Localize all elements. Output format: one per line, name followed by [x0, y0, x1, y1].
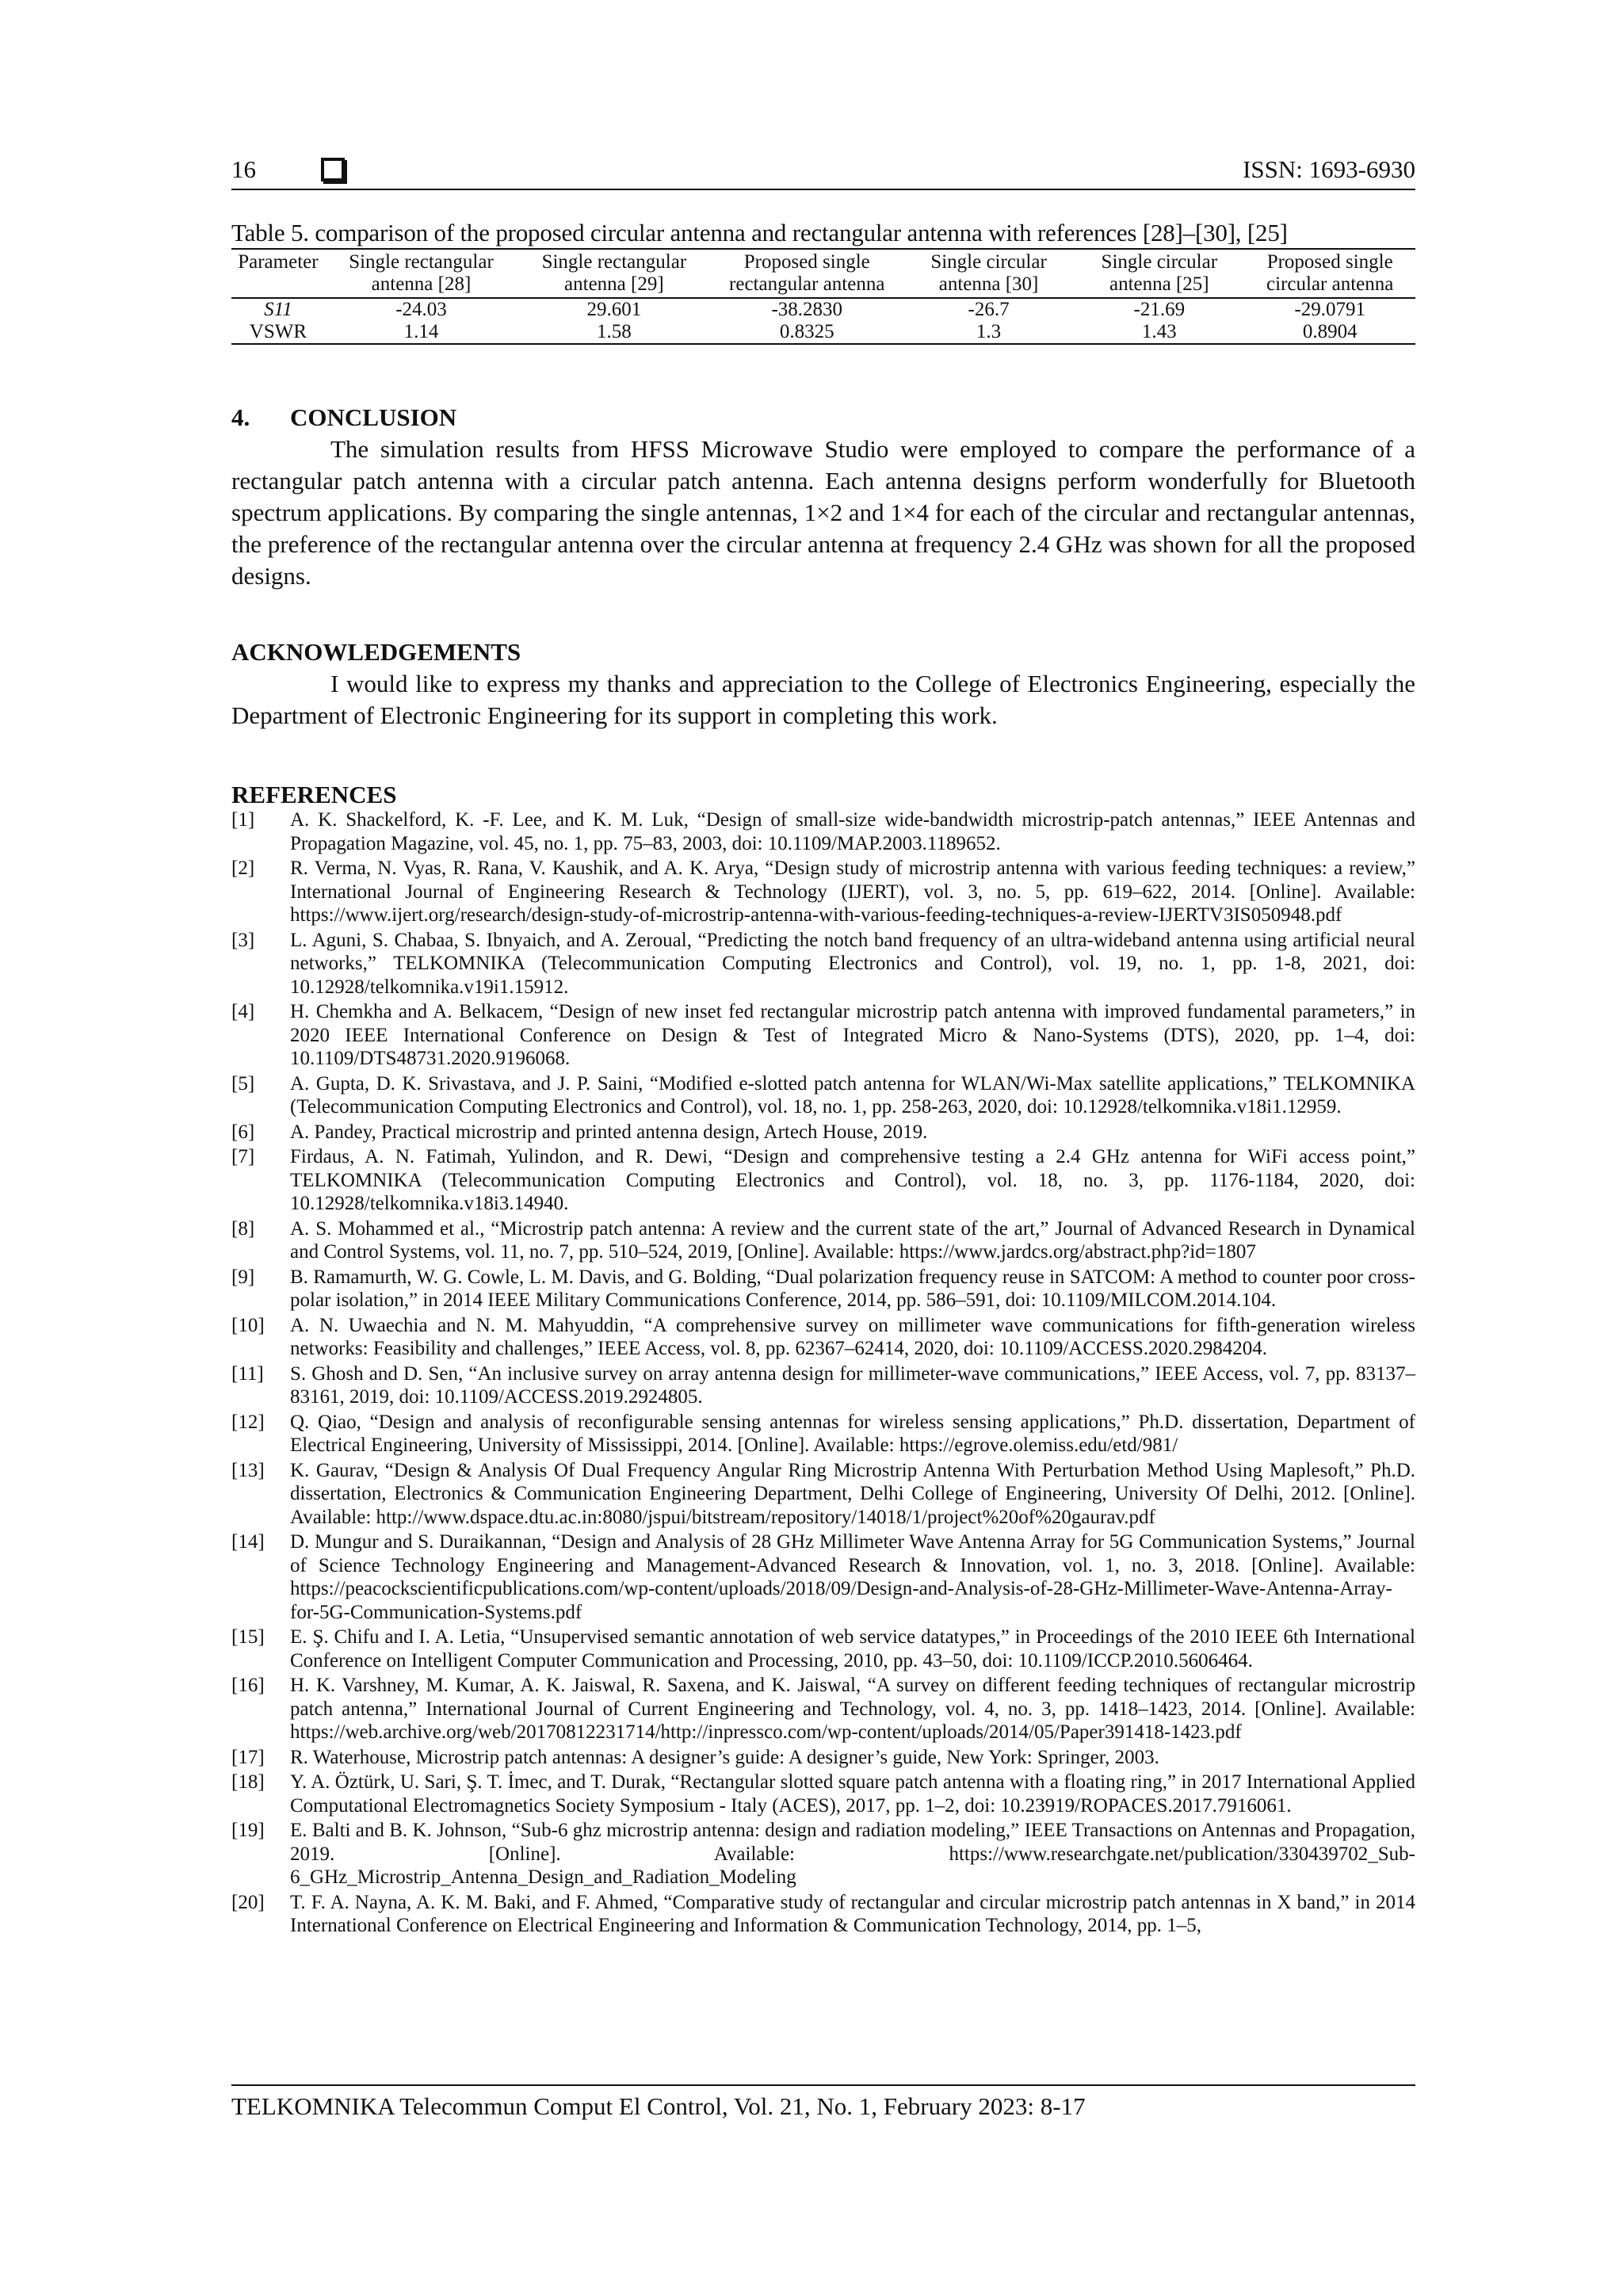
table-caption: Table 5. comparison of the proposed circular antenna and rectangular antenna with references [28]–[30], [25] — [231, 219, 1288, 246]
reference-number: [3] — [231, 929, 255, 951]
reference-item — [231, 1626, 1415, 1672]
footer-rule — [231, 2084, 1415, 2086]
reference-number: [8] — [231, 1217, 255, 1240]
page-header — [231, 155, 1415, 187]
table-cell: -38.2830 — [771, 299, 843, 320]
reference-text: H. Chemkha and A. Belkacem, “Design of new inset fed rectangular microstrip patch antenna with improved fundamental parameters,” in 2020 IEEE International Conference on Design & Test of Integrated Micro & Nano-Systems (DTS), 2020, pp. 1–4, doi: 10.1109/DTS48731.2020.9196068. — [290, 1001, 1415, 1069]
reference-item — [231, 1746, 1415, 1770]
acknowledgements-paragraph: I would like to express my thanks and appreciation to the College of Electronics Engineering, especially the Department of Electronic Engineering for its support in completing this work. — [231, 670, 1415, 729]
section-number: 4. — [231, 403, 250, 431]
reference-item — [231, 1530, 1415, 1624]
reference-text: E. Balti and B. K. Johnson, “Sub-6 ghz microstrip antenna: design and radiation modeling,” IEEE Transactions on Antennas and Propagation, 2019. [Online]. Available: https://www.researchgate.net/publication/330439702_Sub-6_GHz_Microstrip_Antenna_Design_and_Radiation_Modeling — [290, 1820, 1415, 1888]
table-col-header: Proposed single rectangular antenna — [729, 251, 885, 295]
reference-item — [231, 1459, 1415, 1530]
reference-text: D. Mungur and S. Duraikannan, “Design and Analysis of 28 GHz Millimeter Wave Antenna Array for 5G Communication Systems,” Journal of Science Technology Engineering and Management-Advanced Research & Innovation, vol. 1, no. 3, 2018. [Online]. Available: https://peacockscientificpublications.com/wp-content/uploads/2018/09/Design-and-Analysis-of-28-GHz-Millimeter-Wave-Antenna-Array-for-5G-Communication-Systems.pdf — [290, 1531, 1415, 1623]
table-cell: 1.3 — [976, 321, 1002, 342]
table-col-header: Parameter — [238, 251, 319, 273]
reference-text: A. N. Uwaechia and N. M. Mahyuddin, “A comprehensive survey on millimeter wave communications for fifth-generation wireless networks: Feasibility and challenges,” IEEE Access, vol. 8, pp. 62367–62414, 2020, doi: 10.1109/ACCESS.2020.2984204. — [290, 1314, 1415, 1359]
table-cell: VSWR — [249, 321, 307, 342]
reference-item — [231, 1314, 1415, 1361]
table-cell: 0.8325 — [779, 321, 834, 342]
table-col-header: Proposed single circular antenna — [1266, 251, 1394, 295]
table-cell: -29.0791 — [1294, 299, 1365, 320]
reference-number: [4] — [231, 1001, 255, 1022]
reference-number: [10] — [231, 1314, 265, 1336]
reference-text: L. Aguni, S. Chabaa, S. Ibnyaich, and A. Zeroual, “Predicting the notch band frequency of an ultra-wideband antenna using artificial neural networks,” TELKOMNIKA (Telecommunication Computing Electronics and Control), vol. 19, no. 1, pp. 1-8, 2021, doi: 10.12928/telkomnika.v19i1.15912. — [290, 929, 1415, 998]
checkbox-square-icon — [321, 158, 345, 181]
table-row — [231, 321, 1415, 344]
table-cell: 29.601 — [586, 299, 642, 320]
reference-item — [231, 1674, 1415, 1744]
table-col-header: Single circular antenna [30] — [930, 251, 1047, 295]
table-col-header: Single rectangular antenna [28] — [349, 251, 494, 295]
issn-label: ISSN: 1693-6930 — [1243, 155, 1415, 183]
reference-number: [17] — [231, 1746, 265, 1768]
reference-text: A. S. Mohammed et al., “Microstrip patch antenna: A review and the current state of the art,” Journal of Advanced Research in Dynamical and Control Systems, vol. 11, no. 7, pp. 510–524, 2019, [Online]. Available: https://www.jardcs.org/abstract.php?id=1807 — [290, 1217, 1415, 1263]
reference-number: [16] — [231, 1675, 265, 1696]
table-row — [231, 298, 1415, 321]
table-col-header: Single circular antenna [25] — [1101, 251, 1218, 295]
reference-number: [19] — [231, 1820, 265, 1841]
reference-item — [231, 1145, 1415, 1216]
table-col-header: Single rectangular antenna [29] — [541, 251, 687, 295]
reference-text: A. Gupta, D. K. Srivastava, and J. P. Saini, “Modified e-slotted patch antenna for WLAN/Wi-Max satellite applications,” TELKOMNIKA (Telecommunication Computing Electronics and Control), vol. 18, no. 1, pp. 258-263, 2020, doi: 10.12928/telkomnika.v18i1.12959. — [290, 1072, 1415, 1117]
reference-text: T. F. A. Nayna, A. K. M. Baki, and F. Ahmed, “Comparative study of rectangular and circular microstrip patch antennas in X band,” in 2014 International Conference on Electrical Engineering and Information & Communication Technology, 2014, pp. 1–5, — [290, 1891, 1415, 1936]
reference-number: [18] — [231, 1771, 265, 1793]
reference-number: [9] — [231, 1266, 255, 1288]
reference-number: [5] — [231, 1072, 255, 1095]
table-cell: -21.69 — [1133, 299, 1186, 320]
reference-item — [231, 1072, 1415, 1119]
reference-number: [14] — [231, 1531, 265, 1553]
reference-text: A. K. Shackelford, K. -F. Lee, and K. M. Luk, “Design of small-size wide-bandwidth microstrip-patch antennas,” IEEE Antennas and Propagation Magazine, vol. 45, no. 1, pp. 75–83, 2003, doi: 10.1109/MAP.2003.1189652. — [290, 809, 1415, 854]
table-cell: -24.03 — [395, 299, 447, 320]
references-title: REFERENCES — [231, 781, 397, 808]
reference-text: R. Waterhouse, Microstrip patch antennas: A designer’s guide: A designer’s guide, New York: Springer, 2003. — [290, 1746, 1159, 1768]
reference-number: [7] — [231, 1146, 255, 1167]
table-cell: -26.7 — [968, 299, 1010, 320]
reference-item — [231, 808, 1415, 855]
page-number: 16 — [231, 155, 256, 183]
table-cell: 1.14 — [403, 321, 439, 342]
table-header-row — [231, 249, 1415, 298]
reference-text: K. Gaurav, “Design & Analysis Of Dual Frequency Angular Ring Microstrip Antenna With Perturbation Method Using Maplesoft,” Ph.D. dissertation, Electronics & Communication Engineering Department, Delhi College of Engineering, University Of Delhi, 2012. [Online]. Available: http://www.dspace.dtu.ac.in:8080/jspui/bitstream/repository/14018/1/project%20of%20gaurav.pdf — [290, 1459, 1415, 1528]
reference-text: R. Verma, N. Vyas, R. Rana, V. Kaushik, and A. K. Arya, “Design study of microstrip antenna with various feeding techniques: a review,” International Journal of Engineering Research & Technology (IJERT), vol. 3, no. 5, pp. 619–622, 2014. [Online]. Available: https://www.ijert.org/research/design-study-of-microstrip-antenna-with-various-feeding-techniques-a-review-IJERTV3IS050948.pdf — [290, 858, 1415, 926]
table-cell: S11 — [264, 299, 292, 320]
reference-text: H. K. Varshney, M. Kumar, A. K. Jaiswal, R. Saxena, and K. Jaiswal, “A survey on different feeding techniques of rectangular microstrip patch antenna,” International Journal of Current Engineering and Technology, vol. 4, no. 3, pp. 1418–1423, 2014. [Online]. Available: https://web.archive.org/web/20170812231714/http://inpressco.com/wp-content/uploads/2014/05/Paper391418-1423.pdf — [290, 1675, 1415, 1743]
header-rule — [231, 189, 1415, 190]
references-list — [231, 808, 1415, 1939]
table-cell: 0.8904 — [1302, 321, 1358, 342]
reference-item — [231, 929, 1415, 999]
reference-text: Firdaus, A. N. Fatimah, Yulindon, and R. Dewi, “Design and comprehensive testing a 2.4 GHz antenna for WiFi access point,” TELKOMNIKA (Telecommunication Computing Electronics and Control), vol. 18, no. 3, pp. 1176-1184, 2020, doi: 10.12928/telkomnika.v18i3.14940. — [290, 1146, 1415, 1214]
reference-item — [231, 1771, 1415, 1817]
reference-item — [231, 1819, 1415, 1889]
table-cell: 1.43 — [1141, 321, 1177, 342]
table-cell: 1.58 — [597, 321, 632, 342]
reference-number: [6] — [231, 1121, 255, 1143]
reference-item — [231, 1411, 1415, 1457]
reference-text: Y. A. Öztürk, U. Sari, Ş. T. İmec, and T. Durak, “Rectangular slotted square patch antenna with a floating ring,” in 2017 International Applied Computational Electromagnetics Society Symposium - Italy (ACES), 2017, pp. 1–2, doi: 10.23919/ROPACES.2017.7916061. — [290, 1771, 1415, 1817]
reference-number: [1] — [231, 809, 255, 831]
reference-number: [11] — [231, 1362, 264, 1385]
reference-number: [15] — [231, 1626, 265, 1648]
section-title: ACKNOWLEDGEMENTS — [231, 638, 521, 666]
reference-text: B. Ramamurth, W. G. Cowle, L. M. Davis, and G. Bolding, “Dual polarization frequency reuse in SATCOM: A method to counter poor cross-polar isolation,” in 2014 IEEE Military Communications Conference, 2014, pp. 586–591, doi: 10.1109/MILCOM.2014.104. — [290, 1266, 1415, 1311]
conclusion-paragraph: The simulation results from HFSS Microwave Studio were employed to compare the performance of a rectangular patch antenna with a circular patch antenna. Each antenna designs perform wonderfully for Bluetooth spectrum applications. By comparing the single antennas, 1×2 and 1×4 for each of the circular and rectangular antennas, the preference of the rectangular antenna over the circular antenna at frequency 2.4 GHz was shown for all the proposed designs. — [231, 435, 1415, 590]
reference-number: [13] — [231, 1459, 265, 1481]
reference-text: S. Ghosh and D. Sen, “An inclusive survey on array antenna design for millimeter-wave communications,” IEEE Access, vol. 7, pp. 83137–83161, 2019, doi: 10.1109/ACCESS.2019.2924805. — [290, 1362, 1415, 1408]
reference-number: [20] — [231, 1891, 265, 1913]
reference-item — [231, 1891, 1415, 1938]
reference-item — [231, 1266, 1415, 1312]
reference-text: Q. Qiao, “Design and analysis of reconfigurable sensing antennas for wireless sensing applications,” Ph.D. dissertation, Department of Electrical Engineering, University of Mississippi, 2014. [Online]. Available: https://egrove.olemiss.edu/etd/981/ — [290, 1411, 1415, 1456]
comparison-table — [231, 248, 1415, 345]
reference-number: [12] — [231, 1411, 265, 1433]
reference-item — [231, 1121, 1415, 1144]
conclusion-section — [231, 402, 1415, 592]
section-heading — [231, 402, 1415, 434]
reference-number: [2] — [231, 858, 255, 879]
page-footer: TELKOMNIKA Telecommun Comput El Control, Vol. 21, No. 1, February 2023: 8-17 — [231, 2092, 1086, 2120]
reference-text: E. Ş. Chifu and I. A. Letia, “Unsupervised semantic annotation of web service datatypes,” in Proceedings of the 2010 IEEE 6th International Conference on Intelligent Computer Communication and Processing, 2010, pp. 43–50, doi: 10.1109/ICCP.2010.5606464. — [290, 1626, 1415, 1671]
acknowledgements-section — [231, 636, 1415, 732]
reference-item — [231, 1000, 1415, 1071]
section-title: CONCLUSION — [290, 403, 457, 431]
reference-item — [231, 1362, 1415, 1409]
reference-item — [231, 857, 1415, 927]
reference-item — [231, 1217, 1415, 1264]
reference-text: A. Pandey, Practical microstrip and printed antenna design, Artech House, 2019. — [290, 1121, 928, 1143]
